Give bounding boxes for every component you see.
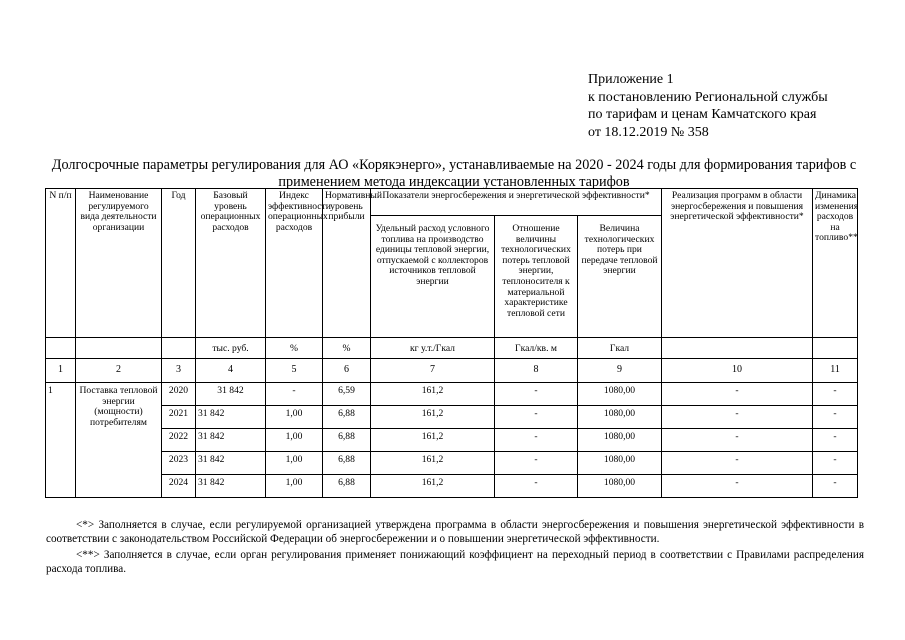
appendix-line-3: по тарифам и ценам Камчатского края (588, 107, 817, 122)
cell-fuel-dynamics: - (813, 429, 858, 452)
cell-efficiency-index: 1,00 (266, 406, 323, 429)
appendix-block (588, 71, 828, 141)
column-number: 1 (46, 359, 76, 383)
table-row (46, 383, 858, 406)
cell-fuel-dynamics: - (813, 383, 858, 406)
parameters-table (45, 188, 858, 498)
header-efficiency-index: Индекс эффективности операционных расходов (266, 189, 323, 338)
column-number: 11 (813, 359, 858, 383)
cell-fuel-dynamics: - (813, 475, 858, 498)
header-programs: Реализация программ в области энергосбережения и повышения энергетической эффективности* (662, 189, 813, 338)
unit-fuel-rate: кг у.т./Гкал (371, 338, 495, 359)
header-profit-level: Нормативный уровень прибыли (323, 189, 371, 338)
table-row (46, 429, 858, 452)
unit-profit-level: % (323, 338, 371, 359)
cell-profit-level: 6,59 (323, 383, 371, 406)
column-number: 6 (323, 359, 371, 383)
column-number: 9 (578, 359, 662, 383)
cell-base-costs: 31 842 (196, 475, 266, 498)
footnote-1: <*> Заполняется в случае, если регулируемой организацией утверждена программа в области энергосбережения и повышения энергетической эффективности в соответствии с законодательством Российской Федерации об энергосбережении и о повышении энергетической эффективности. (46, 519, 864, 545)
cell-loss-ratio: - (495, 429, 578, 452)
table-row (46, 406, 858, 429)
table-row (46, 452, 858, 475)
column-number: 7 (371, 359, 495, 383)
cell-fuel-rate: 161,2 (371, 406, 495, 429)
cell-efficiency-index: 1,00 (266, 452, 323, 475)
cell-efficiency-index: 1,00 (266, 429, 323, 452)
column-number: 3 (162, 359, 196, 383)
header-activity: Наименование регулируемого вида деятельности организации (76, 189, 162, 338)
cell-year: 2022 (162, 429, 196, 452)
column-number: 8 (495, 359, 578, 383)
cell-profit-level: 6,88 (323, 429, 371, 452)
cell-year: 2023 (162, 452, 196, 475)
cell-base-costs: 31 842 (196, 452, 266, 475)
document-title: Долгосрочные параметры регулирования для АО «Корякэнерго», устанавливаемые на 2020 - 2024 годы для формирования тарифов с применением метода индексации установленных тарифов (51, 157, 857, 190)
cell-year: 2021 (162, 406, 196, 429)
cell-year: 2024 (162, 475, 196, 498)
appendix-line-2: к постановлению Региональной службы (588, 89, 828, 105)
cell-programs: - (662, 383, 813, 406)
units-row (46, 338, 858, 359)
cell-profit-level: 6,88 (323, 406, 371, 429)
cell-efficiency-index: 1,00 (266, 475, 323, 498)
column-number: 2 (76, 359, 162, 383)
cell-tech-losses: 1080,00 (578, 406, 662, 429)
table-row (46, 475, 858, 498)
cell-fuel-rate: 161,2 (371, 429, 495, 452)
appendix-line-4: от 18.12.2019 № 358 (588, 124, 709, 140)
cell-profit-level: 6,88 (323, 475, 371, 498)
column-number: 5 (266, 359, 323, 383)
unit-efficiency-index: % (266, 338, 323, 359)
header-row-1 (46, 189, 858, 216)
header-fuel-rate: Удельный расход условного топлива на производство единицы тепловой энергии, отпускаемой с коллекторов источников тепловой энергии (371, 216, 495, 338)
cell-programs: - (662, 475, 813, 498)
header-energy-group: Показатели энергосбережения и энергетической эффективности* (371, 189, 662, 216)
cell-loss-ratio: - (495, 406, 578, 429)
header-base-costs: Базовый уровень операционных расходов (196, 189, 266, 338)
appendix-line-1: Приложение 1 (588, 72, 674, 87)
cell-programs: - (662, 452, 813, 475)
footnote-2: <**> Заполняется в случае, если орган регулирования применяет понижающий коэффициент на переходный период в соответствии с Правилами распределения расхода топлива. (46, 549, 864, 575)
cell-profit-level: 6,88 (323, 452, 371, 475)
header-loss-ratio: Отношение величины технологических потерь тепловой энергии, теплоносителя к материальной характеристике тепловой сети (495, 216, 578, 338)
cell-loss-ratio: - (495, 383, 578, 406)
cell-year: 2020 (162, 383, 196, 406)
cell-tech-losses: 1080,00 (578, 452, 662, 475)
cell-tech-losses: 1080,00 (578, 429, 662, 452)
unit-base-costs: тыс. руб. (196, 338, 266, 359)
cell-programs: - (662, 406, 813, 429)
header-num: N п/п (46, 189, 76, 338)
row-number: 1 (46, 383, 76, 498)
footnotes (46, 519, 864, 579)
cell-base-costs: 31 842 (196, 429, 266, 452)
activity-name: Поставка тепловой энергии (мощности) потребителям (76, 383, 162, 498)
cell-programs: - (662, 429, 813, 452)
cell-fuel-dynamics: - (813, 406, 858, 429)
cell-fuel-dynamics: - (813, 452, 858, 475)
cell-base-costs: 31 842 (196, 406, 266, 429)
unit-tech-losses: Гкал (578, 338, 662, 359)
cell-tech-losses: 1080,00 (578, 383, 662, 406)
cell-tech-losses: 1080,00 (578, 475, 662, 498)
cell-fuel-rate: 161,2 (371, 452, 495, 475)
cell-efficiency-index: - (266, 383, 323, 406)
header-tech-losses: Величина технологических потерь при передаче тепловой энергии (578, 216, 662, 338)
unit-loss-ratio: Гкал/кв. м (495, 338, 578, 359)
cell-loss-ratio: - (495, 475, 578, 498)
cell-base-costs: 31 842 (196, 383, 266, 406)
column-number: 10 (662, 359, 813, 383)
header-year: Год (162, 189, 196, 338)
cell-fuel-rate: 161,2 (371, 383, 495, 406)
cell-fuel-rate: 161,2 (371, 475, 495, 498)
cell-loss-ratio: - (495, 452, 578, 475)
column-numbers-row (46, 359, 858, 383)
header-fuel-dynamics: Динамика изменения расходов на топливо** (813, 189, 858, 338)
column-number: 4 (196, 359, 266, 383)
